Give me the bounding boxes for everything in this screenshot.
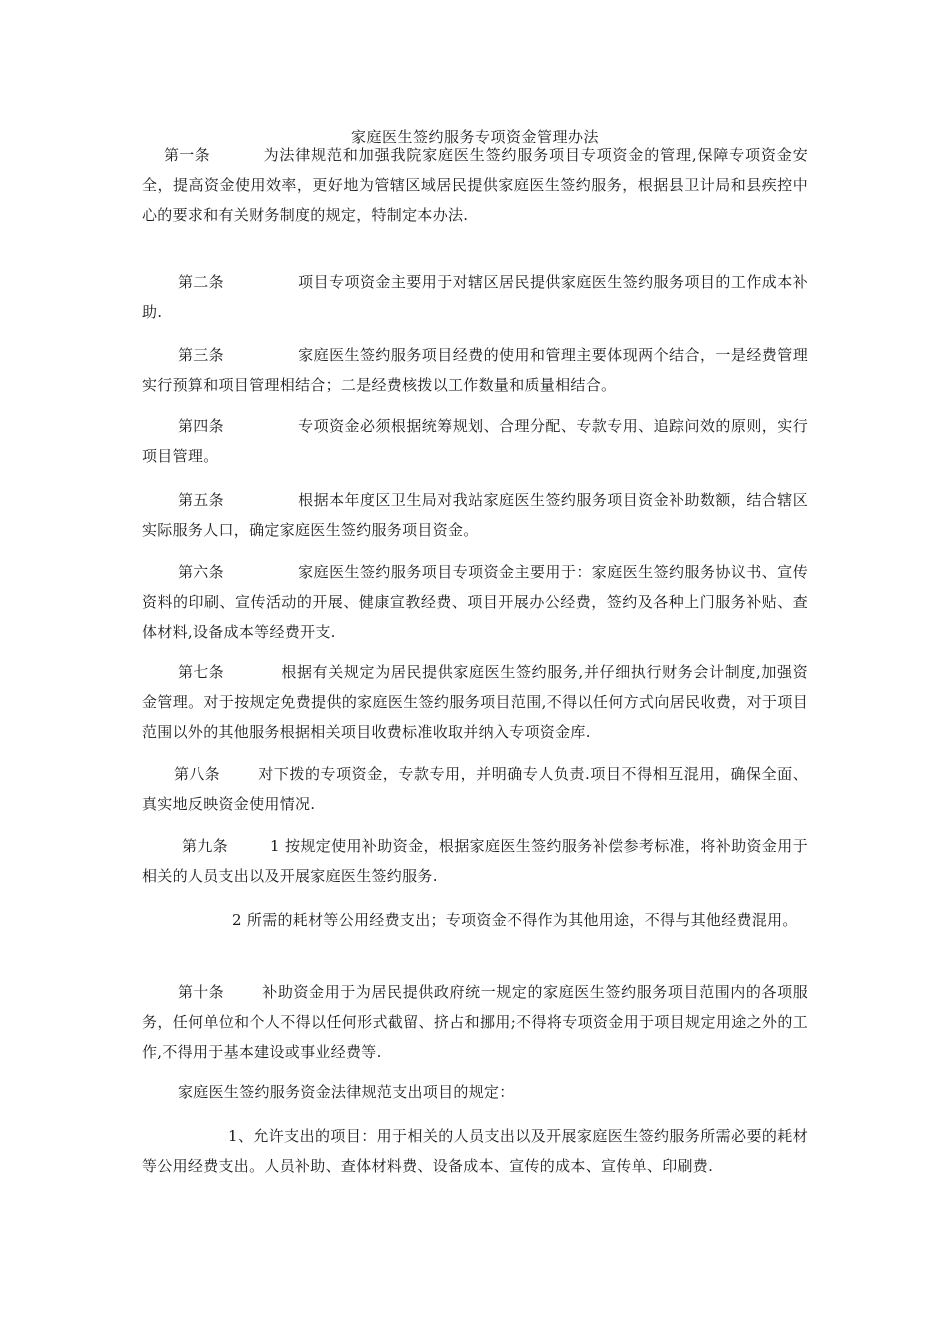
article-8 [142,759,808,819]
article-4 [142,411,808,471]
article-2 [142,267,808,327]
article-text: 家庭医生签约服务项目专项资金主要用于：家庭医生签约服务协议书、宣传资料的印刷、宣传活动的开展、健康宣教经费、项目开展办公经费，签约及各种上门服务补贴、查体材料,设备成本等经费开支. [142,563,808,641]
article-7 [142,657,808,747]
article-label: 第一条 [164,146,210,164]
article-label: 第七条 [178,663,224,681]
article-9 [142,831,808,891]
article-6 [142,557,808,647]
article-text: 项目专项资金主要用于对辖区居民提供家庭医生签约服务项目的工作成本补助. [142,273,808,321]
article-10 [142,977,808,1067]
article-5 [142,485,808,545]
article-9-item-2 [142,905,808,935]
article-label: 第四条 [178,417,224,435]
expenditure-rules-heading [142,1077,808,1107]
article-3 [142,340,808,400]
article-label: 第六条 [178,563,224,581]
article-label: 第二条 [178,273,224,291]
document-title: 家庭医生签约服务专项资金管理办法 [350,128,599,146]
article-text: 家庭医生签约服务项目经费的使用和管理主要体现两个结合，一是经费管理实行预算和项目管理相结合；二是经费核拨以工作数量和质量相结合。 [142,346,808,394]
article-text: 家庭医生签约服务资金法律规范支出项目的规定： [178,1083,515,1101]
article-label: 第五条 [178,491,224,509]
article-1 [142,140,808,230]
article-text: 根据本年度区卫生局对我站家庭医生签约服务项目资金补助数额，结合辖区实际服务人口，确定家庭医生签约服务项目资金。 [142,491,808,539]
article-text: 专项资金必须根据统筹规划、合理分配、专款专用、追踪问效的原则，实行项目管理。 [142,417,808,465]
article-text: 根据有关规定为居民提供家庭医生签约服务,并仔细执行财务会计制度,加强资金管理。对于按规定免费提供的家庭医生签约服务项目范围,不得以任何方式向居民收费，对于项目范围以外的其他服务根据相关项目收费标准收取并纳入专项资金库. [142,663,808,741]
article-text: 1、允许支出的项目：用于相关的人员支出以及开展家庭医生签约服务所需必要的耗材等公用经费支出。人员补助、查体材料费、设备成本、宣传的成本、宣传单、印刷费. [142,1127,808,1175]
article-text: 1 按规定使用补助资金，根据家庭医生签约服务补偿参考标准，将补助资金用于相关的人员支出以及开展家庭医生签约服务. [142,837,808,885]
article-label: 第九条 [182,837,228,855]
article-text: 对下拨的专项资金，专款专用，并明确专人负责.项目不得相互混用，确保全面、真实地反映资金使用情况. [142,765,808,813]
article-label: 第三条 [178,346,224,364]
article-label: 第八条 [174,765,220,783]
expenditure-rule-1 [142,1121,808,1181]
article-label: 第十条 [178,983,224,1001]
article-text: 2 所需的耗材等公用经费支出；专项资金不得作为其他用途，不得与其他经费混用。 [232,911,798,929]
article-text: 为法律规范和加强我院家庭医生签约服务项目专项资金的管理,保障专项资金安全，提高资金使用效率，更好地为管辖区域居民提供家庭医生签约服务，根据县卫计局和县疾控中心的要求和有关财务制度的规定，特制定本办法. [142,146,808,224]
article-text: 补助资金用于为居民提供政府统一规定的家庭医生签约服务项目范围内的各项服务，任何单位和个人不得以任何形式截留、挤占和挪用;不得将专项资金用于项目规定用途之外的工作,不得用于基本建设或事业经费等. [142,983,808,1061]
